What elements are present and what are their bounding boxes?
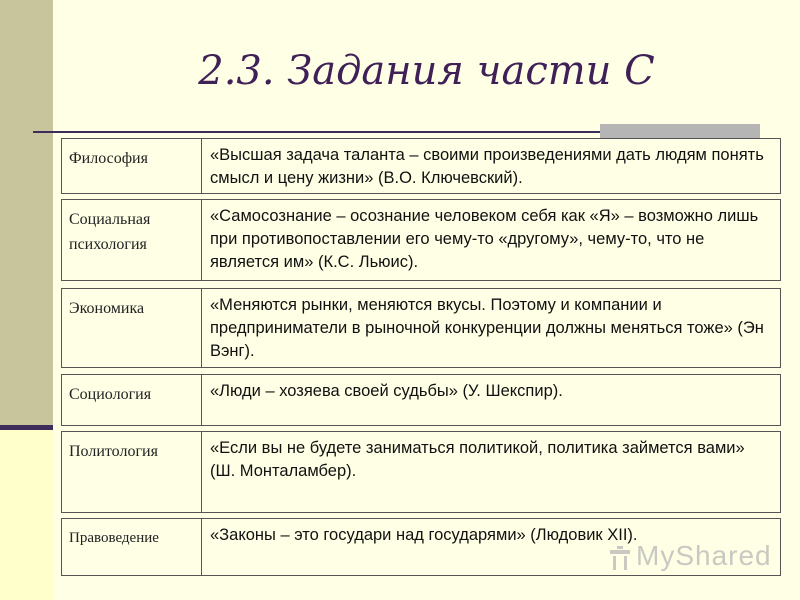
topic-quote: «Если вы не будете заниматься политикой, политика займется вами» (Ш. Монталамбер). xyxy=(210,439,745,480)
topic-quote: «Меняются рынки, меняются вкусы. Поэтому и компании и предприниматели в рыночной конкуренции должны меняться тоже» (Эн Вэнг). xyxy=(210,296,764,360)
topic-quote: «Высшая задача таланта – своими произведениями дать людям понять смысл и цену жизни» (В.О. Ключевский). xyxy=(210,146,764,187)
topic-label: Философия xyxy=(62,139,202,193)
watermark-logo-icon xyxy=(608,544,632,572)
left-decor-band xyxy=(0,0,53,425)
topic-quote: «Законы – это государи над государями» (Людовик XII). xyxy=(210,526,638,544)
topic-label: Политология xyxy=(62,432,202,512)
topic-quote: «Самосознание – осознание человеком себя как «Я» – возможно лишь при противопоставлении его чему-то «другому», чему-то, что не является им» (К.С. Льюис). xyxy=(210,207,759,271)
topic-row-economics xyxy=(61,288,781,368)
slide-title: 2.3. Задания части С xyxy=(198,48,655,94)
topic-row-political-science xyxy=(61,431,781,513)
topic-row-philosophy xyxy=(61,138,781,194)
topic-label: Социальная психология xyxy=(62,200,202,280)
title-accent-bar xyxy=(600,124,760,138)
watermark-text: MyShared xyxy=(636,540,772,571)
topic-row-social-psychology xyxy=(61,199,781,281)
topic-quote: «Люди – хозяева своей судьбы» (У. Шекспир). xyxy=(210,382,563,400)
topic-label: Экономика xyxy=(62,289,202,367)
topic-label: Правоведение xyxy=(62,519,202,575)
topic-row-sociology xyxy=(61,374,781,426)
left-decor-shadow xyxy=(0,425,53,430)
topic-label: Социология xyxy=(62,375,202,425)
